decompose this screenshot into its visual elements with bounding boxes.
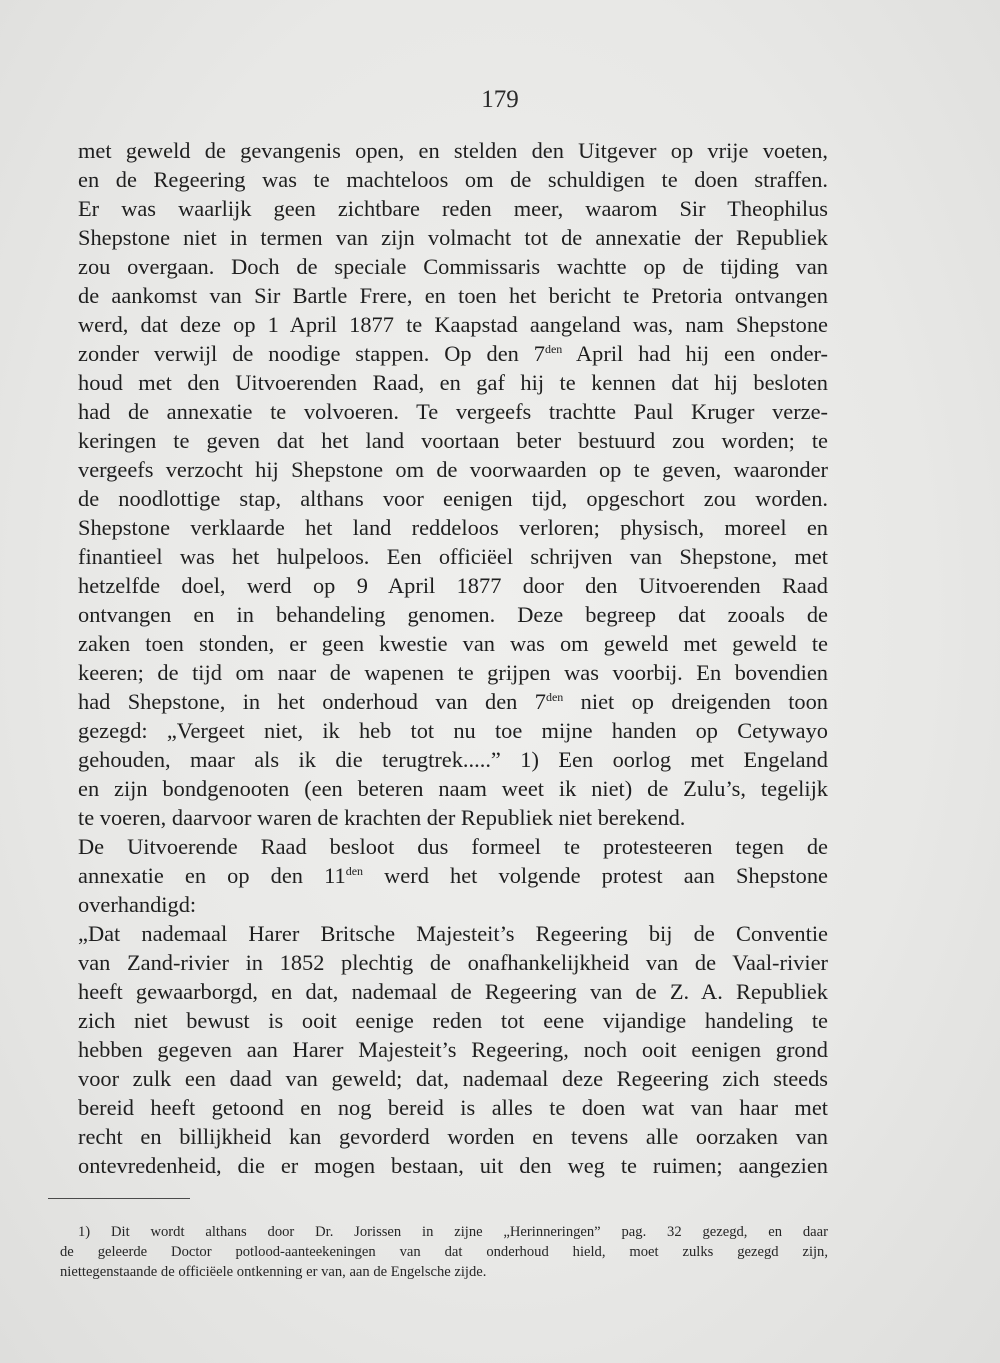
text-segment: zonder verwijl de noodige stappen. Op den 7 [78,341,545,366]
text-line: vergeefs verzocht hij Shepstone om de voorwaarden op te geven, waaronder [78,457,828,482]
footnote-line: niettegenstaande de officiëele ontkenning er van, aan de Engelsche zijde. [60,1264,487,1280]
text-line: houd met den Uitvoerenden Raad, en gaf hij te kennen dat hij besloten [78,370,828,395]
footnote-line: de geleerde Doctor potlood-aanteekeningen van dat onderhoud hield, moet zulks gezegd zijn, [60,1244,828,1260]
text-line: en zijn bondgenooten (een beteren naam weet ik niet) de Zulu’s, tegelijk [78,776,828,801]
text-line: bereid heeft getoond en nog bereid is alles te doen wat van haar met [78,1095,828,1120]
text-line: hebben gegeven aan Harer Majesteit’s Regeering, noch ooit eenigen grond [78,1037,828,1062]
text-line: de noodlottige stap, althans voor eenigen tijd, opgeschort zou worden. [78,486,828,511]
text-line: gehouden, maar als ik die terugtrek.....” 1) Een oorlog met Engeland [78,747,828,772]
text-line: heeft gewaarborgd, en dat, nademaal de Regeering van de Z. A. Republiek [78,979,828,1004]
text-line: zich niet bewust is ooit eenige reden tot eene vijandige handeling te [78,1008,828,1033]
footnote-rule [48,1198,190,1199]
text-line: „Dat nademaal Harer Britsche Majesteit’s Regeering bij de Conventie [78,921,828,946]
text-line [78,687,828,716]
text-line: keeren; de tijd om naar de wapenen te grijpen was voorbij. En bovendien [78,660,828,685]
text-line: gezegd: „Vergeet niet, ik heb tot nu toe mijne handen op Cetywayo [78,718,828,743]
text-line: overhandigd: [78,892,197,917]
text-line: recht en billijkheid kan gevorderd worden en tevens alle oorzaken van [78,1124,828,1149]
text-segment: annexatie en op den 11 [78,863,346,888]
text-line: Er was waarlijk geen zichtbare reden meer, waarom Sir Theophilus [78,196,828,221]
text-line: finantieel was het hulpeloos. Een officiëel schrijven van Shepstone, met [78,544,828,569]
text-line: hetzelfde doel, werd op 9 April 1877 door den Uitvoerenden Raad [78,573,828,598]
text-line: en de Regeering was te machteloos om de schuldigen te doen straffen. [78,167,828,192]
text-line [78,339,828,368]
text-segment: had Shepstone, in het onderhoud van den 7 [78,689,546,714]
text-segment: niet op dreigenden toon [563,689,828,714]
superscript: den [544,342,563,356]
text-line: de aankomst van Sir Bartle Frere, en toen het bericht te Pretoria ontvangen [78,283,828,308]
text-line: Shepstone verklaarde het land reddeloos verloren; physisch, moreel en [78,515,828,540]
text-line [78,861,828,890]
text-line: zou overgaan. Doch de speciale Commissaris wachtte op de tijding van [78,254,828,279]
text-segment: April had hij een onder- [562,341,828,366]
footnote [60,1222,828,1282]
text-line: De Uitvoerende Raad besloot dus formeel te protesteeren tegen de [78,834,828,859]
page-number: 179 [481,86,519,113]
text-segment: werd het volgende protest aan Shepstone [363,863,828,888]
text-line: Shepstone niet in termen van zijn volmacht tot de annexatie der Republiek [78,225,828,250]
text-line: had de annexatie te volvoeren. Te vergeefs trachtte Paul Kruger verze- [78,399,828,424]
superscript: den [345,864,364,878]
text-line: met geweld de gevangenis open, en stelden den Uitgever op vrije voeten, [78,138,828,163]
text-line: te voeren, daarvoor waren de krachten der Republiek niet berekend. [78,805,686,830]
footnote-line: 1) Dit wordt althans door Dr. Jorissen in zijne „Herinneringen” pag. 32 gezegd, en daar [78,1224,828,1240]
superscript: den [545,690,564,704]
text-line: van Zand-rivier in 1852 plechtig de onafhankelijkheid van de Vaal-rivier [78,950,828,975]
body-text [78,136,828,1180]
text-line: voor zulk een daad van geweld; dat, nademaal deze Regeering zich steeds [78,1066,828,1091]
text-line: zaken toen stonden, er geen kwestie van was om geweld met geweld te [78,631,828,656]
text-line: keringen te geven dat het land voortaan beter bestuurd zou worden; te [78,428,828,453]
text-line: ontvangen en in behandeling genomen. Deze begreep dat zooals de [78,602,828,627]
text-line: werd, dat deze op 1 April 1877 te Kaapstad aangeland was, nam Shepstone [78,312,828,337]
text-line: ontevredenheid, die er mogen bestaan, uit den weg te ruimen; aangezien [78,1153,828,1178]
